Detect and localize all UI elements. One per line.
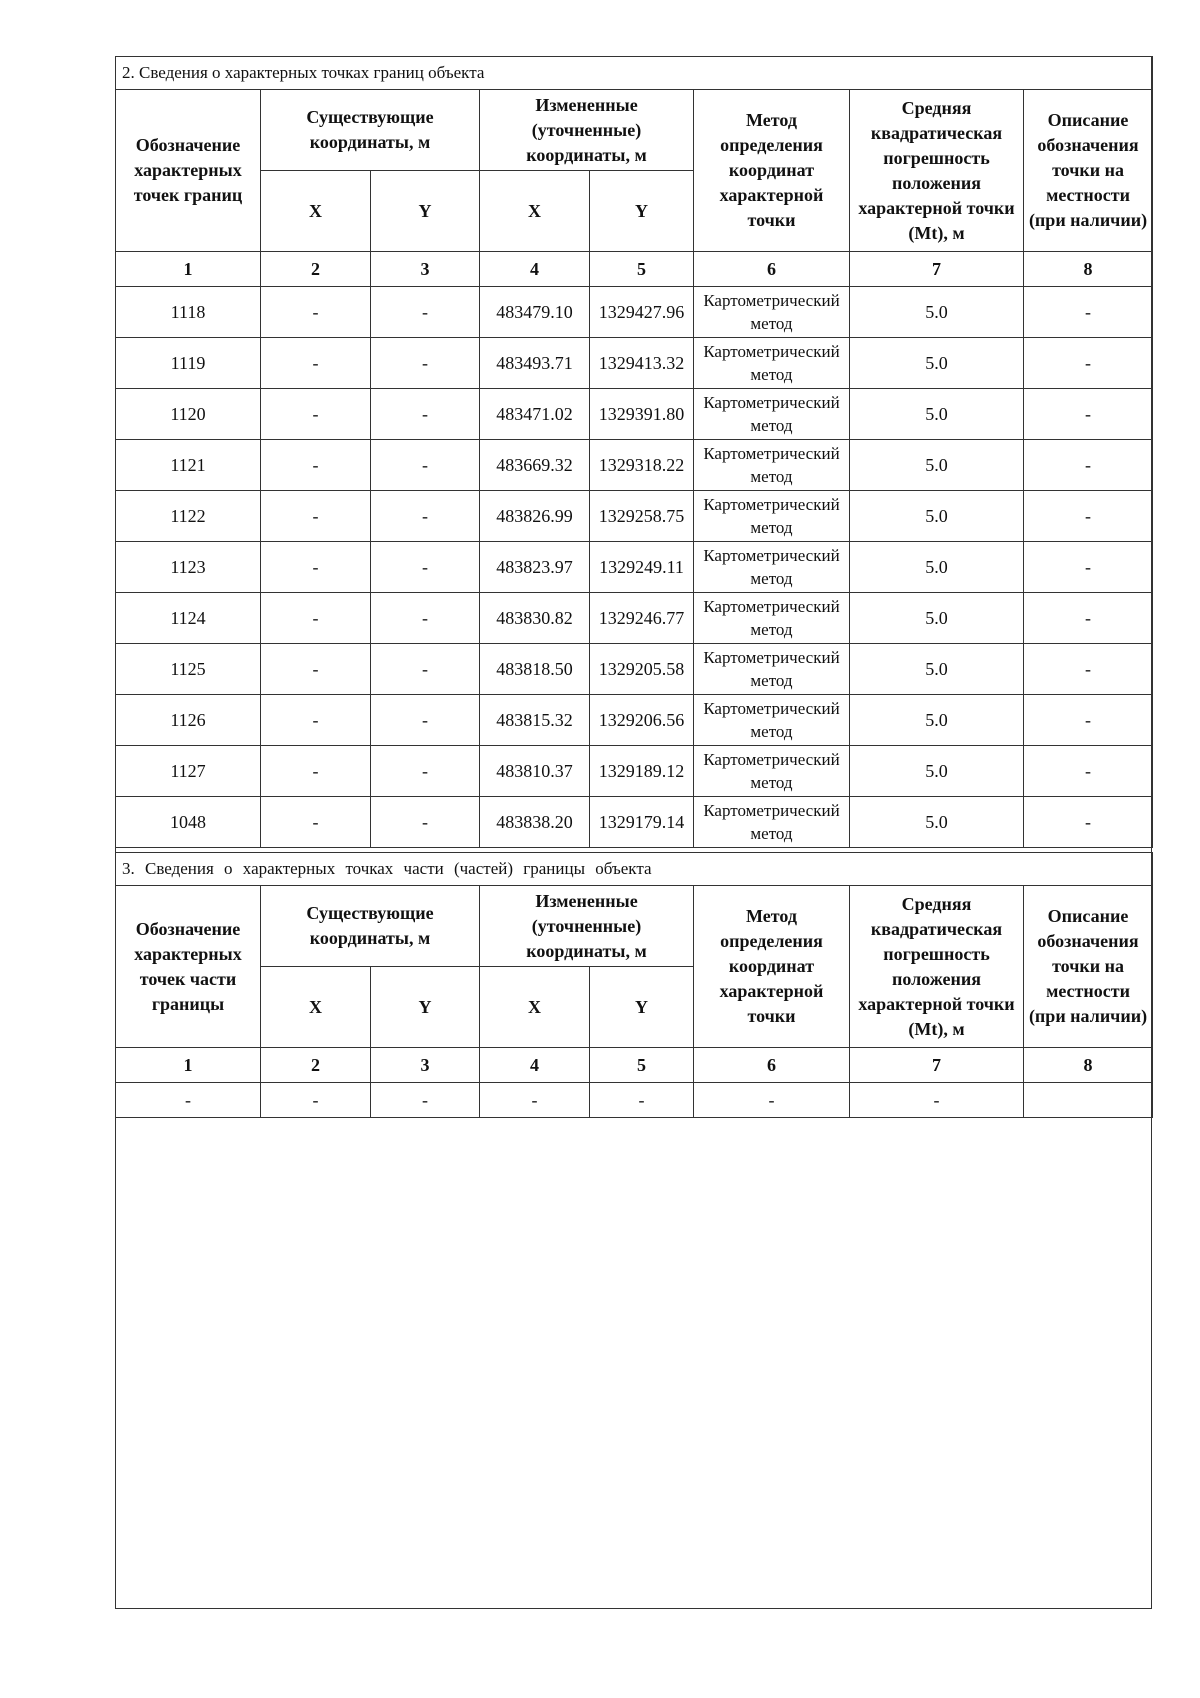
cell-existing-y: - <box>371 695 480 746</box>
cell-changed-y: 1329205.58 <box>590 644 694 695</box>
header-changed-coordinates: Измененные (уточненные) координаты, м <box>480 90 694 171</box>
cell-point-id: 1048 <box>116 797 261 848</box>
cell-changed-y: 1329391.80 <box>590 389 694 440</box>
cell-existing-y: - <box>371 746 480 797</box>
cell-mean-error: 5.0 <box>850 746 1024 797</box>
section-3-caption: 3. Сведения о характерных точках части (частей) границы объекта <box>116 853 1153 886</box>
cell-method: Картометрический метод <box>694 338 850 389</box>
cell-existing-x: - <box>261 389 371 440</box>
cell-mean-error: 5.0 <box>850 338 1024 389</box>
cell-mean-error: 5.0 <box>850 389 1024 440</box>
table-row <box>116 338 1153 389</box>
table-row <box>116 491 1153 542</box>
cell-point-id: 1123 <box>116 542 261 593</box>
cell-changed-x: 483818.50 <box>480 644 590 695</box>
cell-point-id: 1125 <box>116 644 261 695</box>
cell-method: Картометрический метод <box>694 593 850 644</box>
cell-mean-error: 5.0 <box>850 287 1024 338</box>
cell-changed-x: - <box>480 1083 590 1118</box>
cell-description: - <box>1024 338 1153 389</box>
cell-changed-x: 483826.99 <box>480 491 590 542</box>
header-existing-x: X <box>261 967 371 1048</box>
cell-changed-x: 483810.37 <box>480 746 590 797</box>
cell-existing-y: - <box>371 389 480 440</box>
cell-method: Картометрический метод <box>694 542 850 593</box>
cell-changed-x: 483493.71 <box>480 338 590 389</box>
cell-changed-x: 483815.32 <box>480 695 590 746</box>
cell-method: - <box>694 1083 850 1118</box>
column-number: 2 <box>261 252 371 287</box>
cell-mean-error: - <box>850 1083 1024 1118</box>
cell-existing-x: - <box>261 542 371 593</box>
table-row <box>116 746 1153 797</box>
cell-changed-x: 483479.10 <box>480 287 590 338</box>
header-changed-y: Y <box>590 967 694 1048</box>
column-number: 5 <box>590 252 694 287</box>
cell-changed-y: 1329206.56 <box>590 695 694 746</box>
column-number: 1 <box>116 252 261 287</box>
table-row <box>116 542 1153 593</box>
cell-point-id: 1121 <box>116 440 261 491</box>
cell-method: Картометрический метод <box>694 746 850 797</box>
cell-method: Картометрический метод <box>694 695 850 746</box>
cell-mean-error: 5.0 <box>850 695 1024 746</box>
cell-description: - <box>1024 593 1153 644</box>
table-row <box>116 695 1153 746</box>
cell-existing-x: - <box>261 338 371 389</box>
table-row <box>116 440 1153 491</box>
cell-point-id: 1118 <box>116 287 261 338</box>
cell-existing-y: - <box>371 491 480 542</box>
cell-method: Картометрический метод <box>694 644 850 695</box>
header-existing-coordinates: Существующие координаты, м <box>261 90 480 171</box>
cell-existing-y: - <box>371 338 480 389</box>
column-number: 8 <box>1024 252 1153 287</box>
cell-description: - <box>1024 287 1153 338</box>
cell-description: - <box>1024 491 1153 542</box>
column-number: 5 <box>590 1048 694 1083</box>
cell-changed-x: 483471.02 <box>480 389 590 440</box>
column-number: 8 <box>1024 1048 1153 1083</box>
column-number: 1 <box>116 1048 261 1083</box>
table-row <box>116 287 1153 338</box>
cell-existing-y: - <box>371 644 480 695</box>
cell-description: - <box>1024 695 1153 746</box>
cell-mean-error: 5.0 <box>850 593 1024 644</box>
header-existing-x: X <box>261 171 371 252</box>
column-number: 2 <box>261 1048 371 1083</box>
cell-existing-x: - <box>261 695 371 746</box>
cell-description <box>1024 1083 1153 1118</box>
column-number: 3 <box>371 252 480 287</box>
column-number: 3 <box>371 1048 480 1083</box>
cell-method: Картометрический метод <box>694 440 850 491</box>
header-point-designation: Обозначение характерных точек части границы <box>116 886 261 1048</box>
cell-description: - <box>1024 389 1153 440</box>
table-row <box>116 797 1153 848</box>
header-mean-error: Средняя квадратическая погрешность положения характерной точки (Mt), м <box>850 90 1024 252</box>
cell-point-id: 1127 <box>116 746 261 797</box>
table-row <box>116 593 1153 644</box>
cell-changed-y: 1329427.96 <box>590 287 694 338</box>
cell-point-id: 1119 <box>116 338 261 389</box>
cell-changed-y: 1329318.22 <box>590 440 694 491</box>
cell-changed-y: - <box>590 1083 694 1118</box>
cell-changed-y: 1329189.12 <box>590 746 694 797</box>
cell-existing-y: - <box>371 542 480 593</box>
cell-point-id: - <box>116 1083 261 1118</box>
cell-changed-x: 483830.82 <box>480 593 590 644</box>
header-method: Метод определения координат характерной точки <box>694 90 850 252</box>
cell-description: - <box>1024 797 1153 848</box>
column-number: 7 <box>850 252 1024 287</box>
header-point-designation: Обозначение характерных точек границ <box>116 90 261 252</box>
cell-method: Картометрический метод <box>694 491 850 542</box>
column-numbers-row <box>116 1048 1153 1083</box>
cell-changed-x: 483838.20 <box>480 797 590 848</box>
cell-existing-x: - <box>261 644 371 695</box>
cell-mean-error: 5.0 <box>850 644 1024 695</box>
cell-existing-y: - <box>371 797 480 848</box>
section-2-caption: 2. Сведения о характерных точках границ объекта <box>116 57 1153 90</box>
cell-changed-y: 1329258.75 <box>590 491 694 542</box>
column-number: 6 <box>694 1048 850 1083</box>
header-changed-coordinates: Измененные (уточненные) координаты, м <box>480 886 694 967</box>
boundary-points-table <box>115 56 1153 848</box>
table-row <box>116 389 1153 440</box>
cell-changed-y: 1329246.77 <box>590 593 694 644</box>
cell-method: Картометрический метод <box>694 797 850 848</box>
cell-mean-error: 5.0 <box>850 797 1024 848</box>
cell-existing-y: - <box>371 1083 480 1118</box>
cell-existing-x: - <box>261 593 371 644</box>
cell-point-id: 1124 <box>116 593 261 644</box>
cell-existing-x: - <box>261 797 371 848</box>
column-number: 4 <box>480 1048 590 1083</box>
cell-existing-y: - <box>371 440 480 491</box>
cell-existing-x: - <box>261 287 371 338</box>
header-mean-error: Средняя квадратическая погрешность положения характерной точки (Mt), м <box>850 886 1024 1048</box>
part-boundary-points-table <box>115 852 1153 1118</box>
header-changed-x: X <box>480 171 590 252</box>
cell-existing-y: - <box>371 593 480 644</box>
cell-existing-x: - <box>261 746 371 797</box>
cell-mean-error: 5.0 <box>850 440 1024 491</box>
cell-point-id: 1122 <box>116 491 261 542</box>
column-number: 6 <box>694 252 850 287</box>
column-numbers-row <box>116 252 1153 287</box>
header-existing-y: Y <box>371 171 480 252</box>
table-row <box>116 1083 1153 1118</box>
cell-changed-x: 483669.32 <box>480 440 590 491</box>
header-existing-coordinates: Существующие координаты, м <box>261 886 480 967</box>
cell-changed-y: 1329179.14 <box>590 797 694 848</box>
cell-existing-x: - <box>261 491 371 542</box>
cell-method: Картометрический метод <box>694 389 850 440</box>
cell-description: - <box>1024 746 1153 797</box>
cell-description: - <box>1024 644 1153 695</box>
cell-method: Картометрический метод <box>694 287 850 338</box>
cell-existing-x: - <box>261 440 371 491</box>
cell-mean-error: 5.0 <box>850 542 1024 593</box>
header-description: Описание обозначения точки на местности (при наличии) <box>1024 886 1153 1048</box>
header-method: Метод определения координат характерной точки <box>694 886 850 1048</box>
cell-changed-y: 1329413.32 <box>590 338 694 389</box>
cell-changed-x: 483823.97 <box>480 542 590 593</box>
header-changed-x: X <box>480 967 590 1048</box>
cell-changed-y: 1329249.11 <box>590 542 694 593</box>
table-row <box>116 644 1153 695</box>
cell-point-id: 1120 <box>116 389 261 440</box>
cell-point-id: 1126 <box>116 695 261 746</box>
cell-mean-error: 5.0 <box>850 491 1024 542</box>
header-changed-y: Y <box>590 171 694 252</box>
cell-description: - <box>1024 440 1153 491</box>
column-number: 4 <box>480 252 590 287</box>
cell-existing-y: - <box>371 287 480 338</box>
header-existing-y: Y <box>371 967 480 1048</box>
header-description: Описание обозначения точки на местности (при наличии) <box>1024 90 1153 252</box>
cell-description: - <box>1024 542 1153 593</box>
column-number: 7 <box>850 1048 1024 1083</box>
cell-existing-x: - <box>261 1083 371 1118</box>
